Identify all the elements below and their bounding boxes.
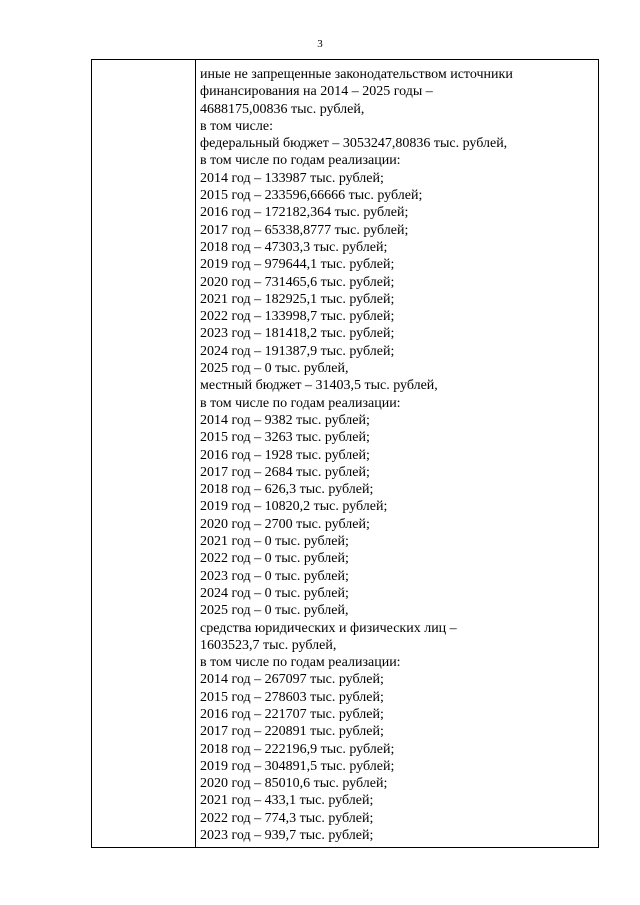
text-line: 2016 год – 172182,364 тыс. рублей; — [200, 205, 409, 221]
text-line: 1603523,7 тыс. рублей, — [200, 637, 337, 653]
text-line: 2023 год – 0 тыс. рублей; — [200, 568, 349, 584]
text-line: 2016 год – 221707 тыс. рублей; — [200, 706, 384, 722]
text-line: 2014 год – 9382 тыс. рублей; — [200, 412, 370, 428]
column-divider — [195, 60, 196, 847]
text-line: 2025 год – 0 тыс. рублей, — [200, 361, 349, 377]
text-line: средства юридических и физических лиц – — [200, 620, 457, 636]
text-line: 4688175,00836 тыс. рублей, — [200, 101, 365, 117]
text-line: 2022 год – 774,3 тыс. рублей; — [200, 810, 374, 826]
text-line: 2024 год – 0 тыс. рублей; — [200, 585, 349, 601]
text-line: 2019 год – 979644,1 тыс. рублей; — [200, 257, 395, 273]
text-line: 2016 год – 1928 тыс. рублей; — [200, 447, 370, 463]
text-line: в том числе: — [200, 118, 273, 134]
page-number: 3 — [317, 38, 323, 50]
text-line: в том числе по годам реализации: — [200, 153, 401, 169]
text-line: 2017 год – 220891 тыс. рублей; — [200, 724, 384, 740]
text-line: местный бюджет – 31403,5 тыс. рублей, — [200, 378, 438, 394]
text-line: 2017 год – 65338,8777 тыс. рублей; — [200, 222, 409, 238]
text-line: 2023 год – 939,7 тыс. рублей; — [200, 828, 374, 844]
text-line: 2021 год – 433,1 тыс. рублей; — [200, 793, 374, 809]
text-line: 2015 год – 3263 тыс. рублей; — [200, 430, 370, 446]
text-line: иные не запрещенные законодательством источники — [200, 67, 513, 82]
document-table — [91, 59, 599, 848]
text-line: 2020 год – 2700 тыс. рублей; — [200, 516, 370, 532]
text-line: 2014 год – 133987 тыс. рублей; — [200, 170, 384, 186]
text-line: 2018 год – 222196,9 тыс. рублей; — [200, 741, 395, 757]
text-line: 2021 год – 182925,1 тыс. рублей; — [200, 291, 395, 307]
text-line: 2019 год – 10820,2 тыс. рублей; — [200, 499, 388, 515]
text-line: 2025 год – 0 тыс. рублей, — [200, 603, 349, 619]
text-line: финансирования на 2014 – 2025 годы – — [200, 84, 433, 100]
text-line: 2018 год – 626,3 тыс. рублей; — [200, 482, 374, 498]
text-line: 2014 год – 267097 тыс. рублей; — [200, 672, 384, 688]
text-line: 2024 год – 191387,9 тыс. рублей; — [200, 343, 395, 359]
text-line: в том числе по годам реализации: — [200, 655, 401, 671]
text-line: 2021 год – 0 тыс. рублей; — [200, 534, 349, 550]
text-line: 2022 год – 0 тыс. рублей; — [200, 551, 349, 567]
text-line: 2018 год – 47303,3 тыс. рублей; — [200, 239, 388, 255]
text-line: 2015 год – 233596,66666 тыс. рублей; — [200, 188, 423, 204]
text-line: 2015 год – 278603 тыс. рублей; — [200, 689, 384, 705]
table-cell-content — [200, 66, 595, 844]
text-line: 2020 год – 731465,6 тыс. рублей; — [200, 274, 395, 290]
text-line: 2019 год – 304891,5 тыс. рублей; — [200, 758, 395, 774]
text-line: 2023 год – 181418,2 тыс. рублей; — [200, 326, 395, 342]
text-line: федеральный бюджет – 3053247,80836 тыс. рублей, — [200, 136, 508, 152]
text-line: 2017 год – 2684 тыс. рублей; — [200, 464, 370, 480]
text-line: 2020 год – 85010,6 тыс. рублей; — [200, 776, 388, 792]
text-line: в том числе по годам реализации: — [200, 395, 401, 411]
text-line: 2022 год – 133998,7 тыс. рублей; — [200, 309, 395, 325]
